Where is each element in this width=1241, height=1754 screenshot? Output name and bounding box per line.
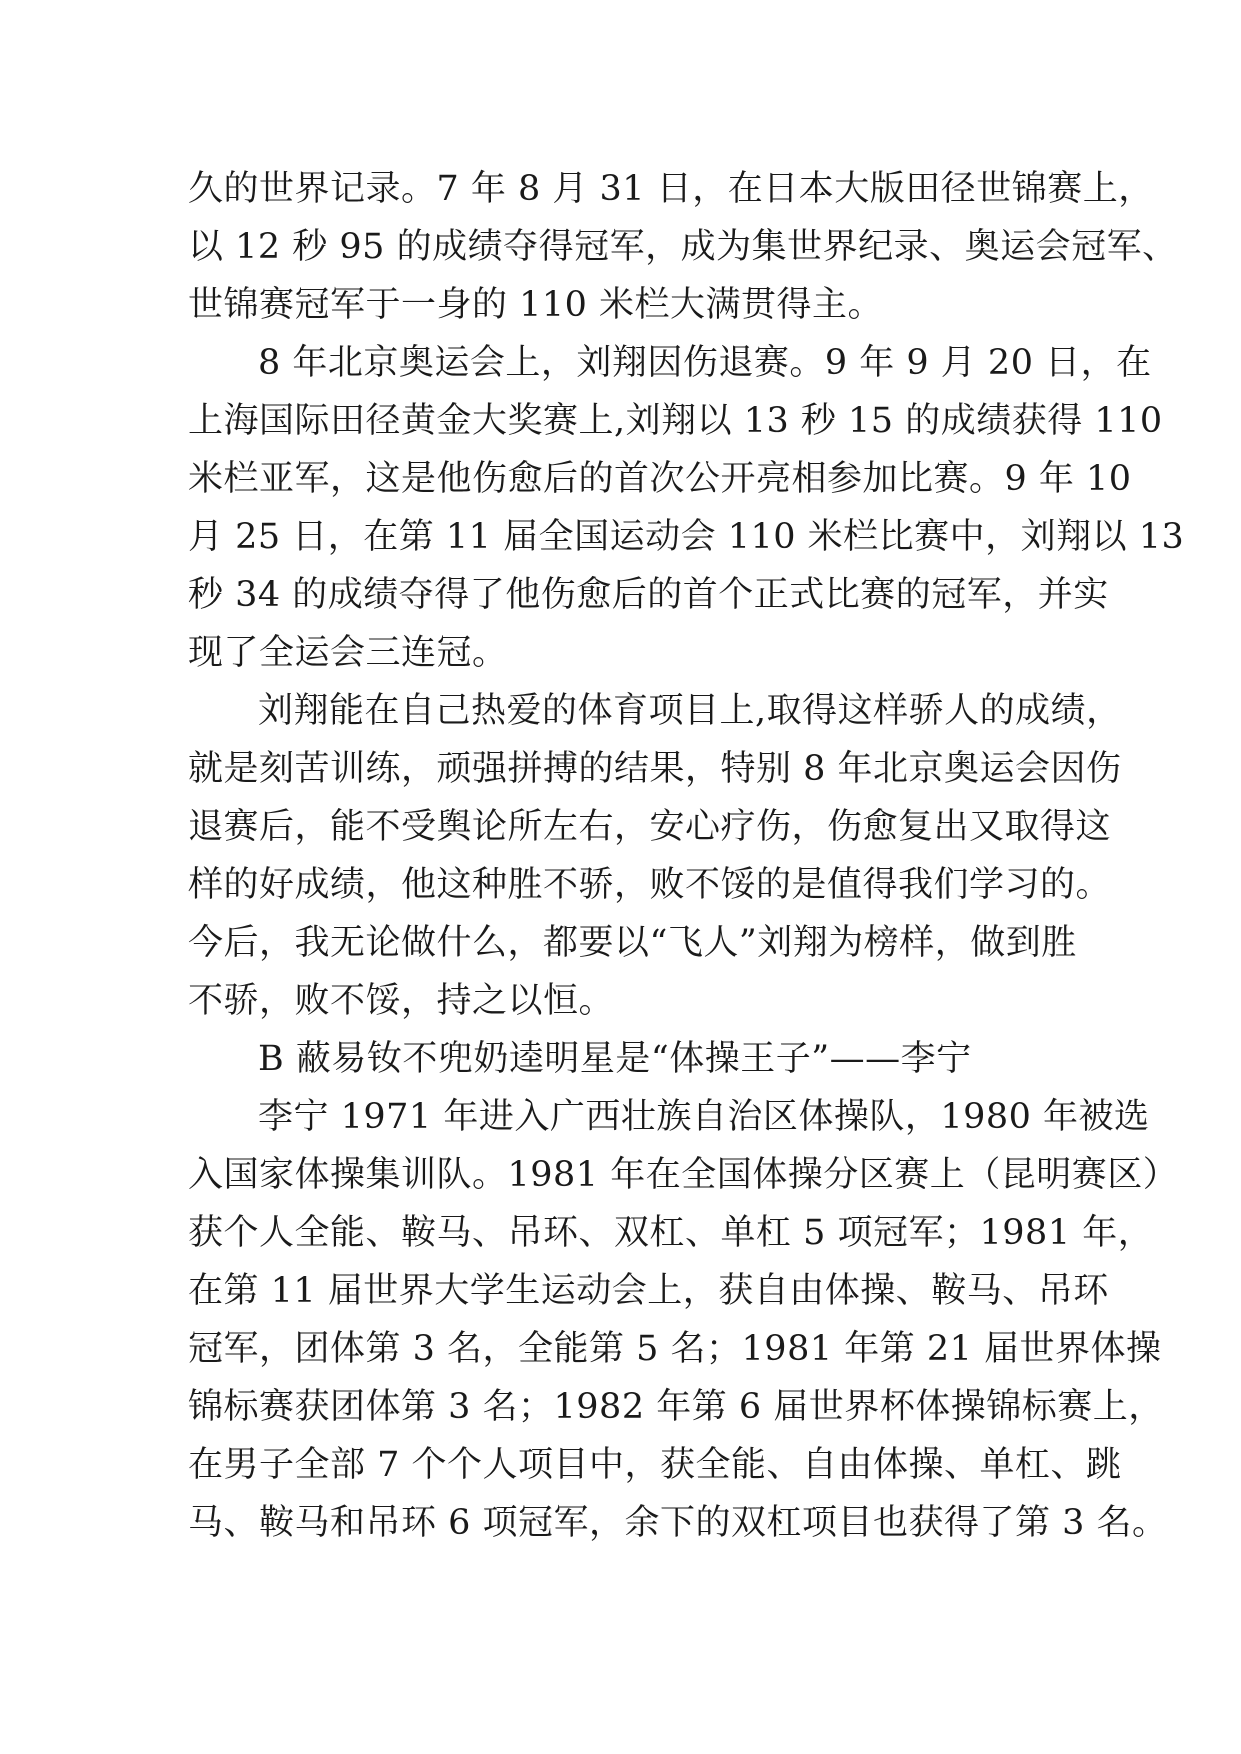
document-body [188,160,1185,1552]
text-line: 秒 34 的成绩夺得了他伤愈后的首个正式比赛的冠军，并实 [188,575,1109,615]
paragraph-start-line: 刘翔能在自己热爱的体育项目上,取得这样骄人的成绩， [258,691,1122,731]
text-line: 以 12 秒 95 的成绩夺得冠军，成为集世界纪录、奥运会冠军、 [188,227,1178,267]
paragraph-start-line: 李宁 1971 年进入广西壮族自治区体操队，1980 年被选 [258,1097,1150,1137]
text-line: 米栏亚军，这是他伤愈后的首次公开亮相参加比赛。9 年 10 [188,459,1132,499]
text-line: 在第 11 届世界大学生运动会上，获自由体操、鞍马、吊环 [188,1271,1109,1311]
text-line: 不骄，败不馁，持之以恒。 [188,981,615,1021]
text-line: 获个人全能、鞍马、吊环、双杠、单杠 5 项冠军；1981 年， [188,1213,1154,1253]
text-line: 冠军，团体第 3 名，全能第 5 名；1981 年第 21 届世界体操 [188,1329,1162,1369]
text-line: 月 25 日，在第 11 届全国运动会 110 米栏比赛中，刘翔以 13 [188,517,1185,557]
text-line: 入国家体操集训队。1981 年在全国体操分区赛上（昆明赛区） [188,1155,1179,1195]
text-line: 就是刻苦训练，顽强拼搏的结果，特别 8 年北京奥运会因伤 [188,749,1122,789]
text-line: 久的世界记录。7 年 8 月 31 日，在日本大版田径世锦赛上， [188,169,1154,209]
text-line: 退赛后，能不受舆论所左右，安心疗伤，伤愈复出又取得这 [188,807,1112,847]
section-heading-line: B 蔽易钕不兜奶逵明星是“体操王子”——李宁 [258,1039,972,1079]
text-line: 在男子全部 7 个个人项目中，获全能、自由体操、单杠、跳 [188,1445,1122,1485]
text-line: 马、鞍马和吊环 6 项冠军，余下的双杠项目也获得了第 3 名。 [188,1503,1168,1543]
text-line: 世锦赛冠军于一身的 110 米栏大满贯得主。 [188,285,884,325]
paragraph-start-line: 8 年北京奥运会上，刘翔因伤退赛。9 年 9 月 20 日，在 [258,343,1152,383]
text-line: 今后，我无论做什么，都要以“飞人”刘翔为榜样，做到胜 [188,923,1077,963]
text-line: 现了全运会三连冠。 [188,633,508,673]
text-line: 锦标赛获团体第 3 名；1982 年第 6 届世界杯体操锦标赛上， [188,1387,1164,1427]
text-line: 上海国际田径黄金大奖赛上,刘翔以 13 秒 15 的成绩获得 110 [188,401,1163,441]
text-line: 样的好成绩，他这种胜不骄，败不馁的是值得我们学习的。 [188,865,1112,905]
